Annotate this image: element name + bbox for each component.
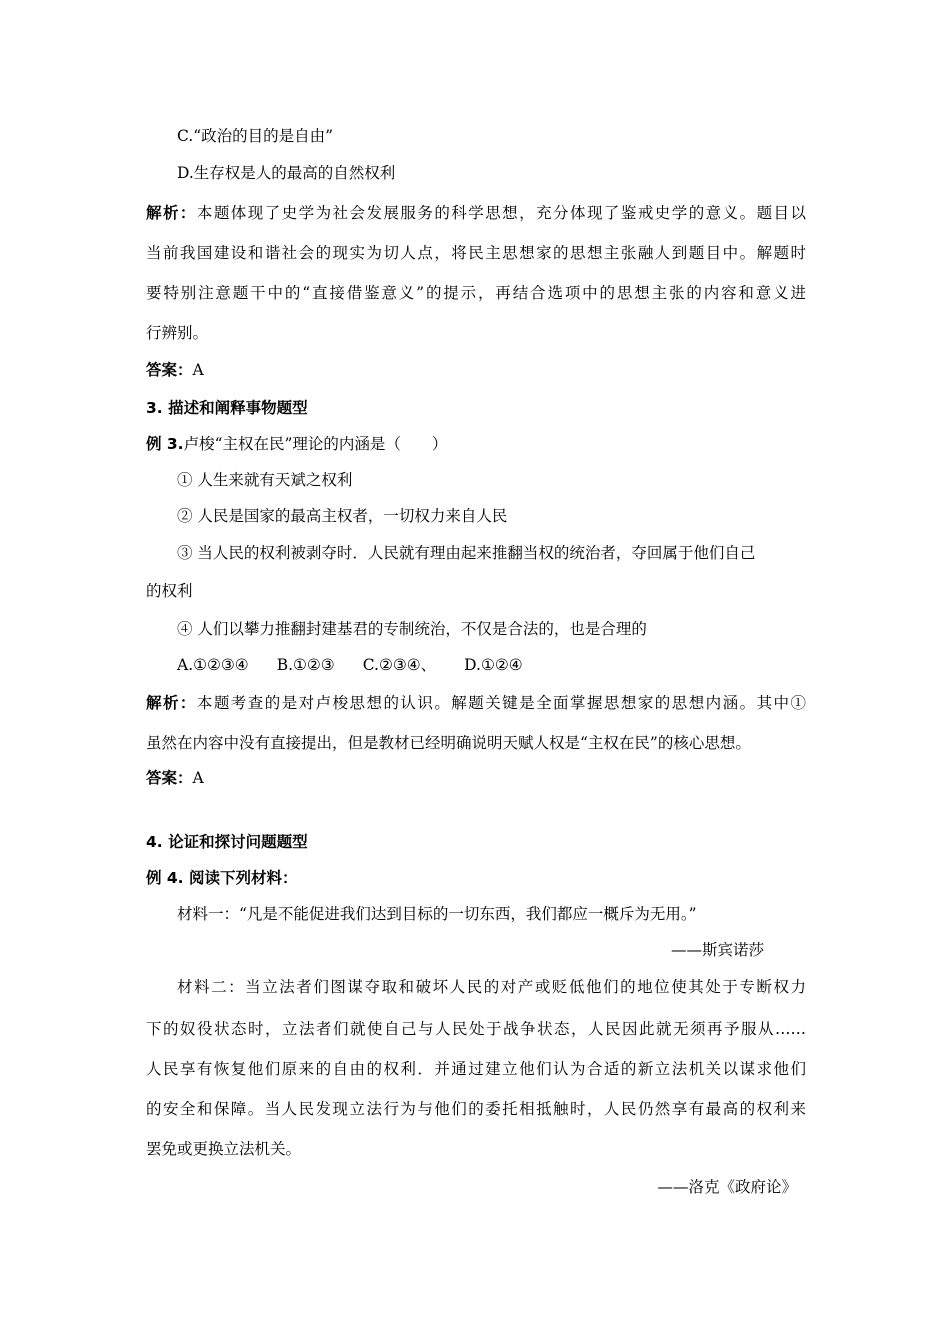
choice-b: B.①②③	[276, 656, 335, 674]
section-heading: 4. 论证和探讨问题题型	[146, 833, 308, 851]
example-question	[146, 433, 806, 455]
example-text: 卢梭“主权在民”理论的内涵是（ ）	[183, 435, 448, 453]
material-two-line: 下的奴役状态时，立法者们就使自己与人民处于战争状态，人民因此就无须再予服从……	[146, 1020, 806, 1038]
list-item: ③ 当人民的权利被剥夺时．人民就有理由起来推翻当权的统治者，夺回属于他们自己	[177, 544, 756, 562]
option-d: D.生存权是人的最高的自然权利	[177, 164, 396, 182]
answer-label: 答案：	[146, 361, 193, 379]
answer-line	[146, 359, 806, 381]
material-two-source: ——洛克《政府论》	[657, 1178, 797, 1196]
answer-value: A	[192, 769, 204, 787]
example-heading: 例 4. 阅读下列材料：	[146, 869, 298, 887]
choice-a: A.①②③④	[177, 656, 249, 674]
analysis-label: 解析：	[146, 694, 197, 712]
example-label: 例 3.	[146, 435, 184, 453]
analysis-line: 行辨别。	[146, 324, 209, 342]
choice-c: C.②③④、	[362, 656, 437, 674]
material-two-line: 罢免或更换立法机关。	[146, 1140, 302, 1158]
option-c: C.“政治的目的是自由”	[177, 127, 334, 145]
analysis-label: 解析：	[146, 204, 197, 222]
list-item-continuation: 的权利	[146, 582, 193, 600]
analysis-line: 解析：本题考查的是对卢梭思想的认识。解题关键是全面掌握思想家的思想内涵。其中①	[146, 694, 806, 712]
analysis-line: 虽然在内容中没有直接提出，但是教材已经明确说明天赋人权是“主权在民”的核心思想。	[146, 734, 751, 752]
material-two-line: 的安全和保障。当人民发现立法行为与他们的委托相抵触时，人民仍然享有最高的权利来	[146, 1100, 806, 1118]
list-item: ② 人民是国家的最高主权者，一切权力来自人民	[177, 507, 508, 525]
list-item: ① 人生来就有天斌之权利	[177, 471, 353, 489]
answer-value: A	[192, 361, 204, 379]
answer-label: 答案：	[146, 769, 193, 787]
analysis-line: 解析：本题体现了史学为社会发展服务的科学思想，充分体现了鉴戒史学的意义。题目以	[146, 204, 806, 222]
choice-d: D.①②④	[464, 656, 523, 674]
list-item: ④ 人们以攀力推翻封建基君的专制统治，不仅是合法的，也是合理的	[177, 620, 647, 638]
answer-line	[146, 767, 806, 789]
analysis-line: 当前我国建设和谐社会的现实为切人点，将民主思想家的思想主张融人到题目中。解题时	[146, 244, 806, 262]
answer-choices	[177, 654, 837, 676]
section-heading: 3. 描述和阐释事物题型	[146, 399, 308, 417]
material-two-line: 材料二：当立法者们图谋夺取和破坏人民的对产或贬低他们的地位使其处于专断权力	[177, 978, 806, 996]
analysis-line: 要特别注意题干中的“直接借鉴意义”的提示，再结合选项中的思想主张的内容和意义进	[146, 284, 806, 302]
material-one: 材料一：“凡是不能促进我们达到目标的一切东西，我们都应一概斥为无用。”	[177, 905, 697, 923]
material-one-source: ——斯宾诺莎	[670, 941, 764, 959]
material-two-line: 人民享有恢复他们原来的自由的权利．并通过建立他们认为合适的新立法机关以谋求他们	[146, 1060, 806, 1078]
